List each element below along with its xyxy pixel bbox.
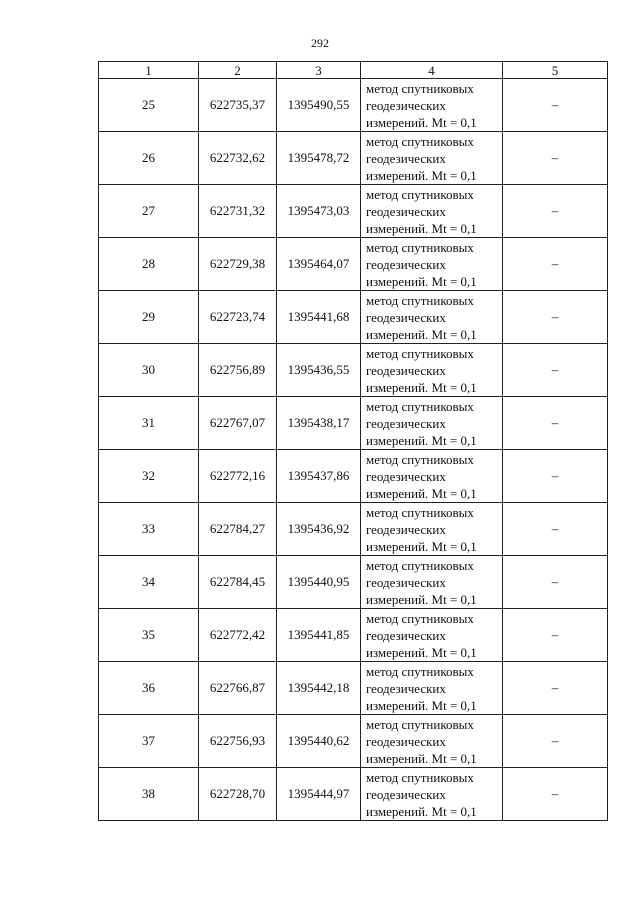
method-cell xyxy=(361,450,503,503)
method-cell xyxy=(361,662,503,715)
column-5-cell: – xyxy=(503,662,608,715)
method-line: измерений. Mt = 0,1 xyxy=(366,432,477,448)
column-5-cell: – xyxy=(503,450,608,503)
y-coordinate-cell: 1395444,97 xyxy=(277,768,361,821)
method-line: геодезических xyxy=(366,786,446,802)
column-5-cell: – xyxy=(503,79,608,132)
x-coordinate-cell: 622784,27 xyxy=(199,503,277,556)
column-5-cell: – xyxy=(503,185,608,238)
method-line: метод спутниковых xyxy=(366,80,474,96)
method-line: геодезических xyxy=(366,574,446,590)
table-row xyxy=(99,768,608,821)
method-line: измерений. Mt = 0,1 xyxy=(366,273,477,289)
x-coordinate-cell: 622729,38 xyxy=(199,238,277,291)
method-line: измерений. Mt = 0,1 xyxy=(366,538,477,554)
method-line: метод спутниковых xyxy=(366,398,474,414)
column-5-cell: – xyxy=(503,609,608,662)
column-5-cell: – xyxy=(503,715,608,768)
x-coordinate-cell: 622772,42 xyxy=(199,609,277,662)
y-coordinate-cell: 1395436,55 xyxy=(277,344,361,397)
x-coordinate-cell: 622766,87 xyxy=(199,662,277,715)
y-coordinate-cell: 1395473,03 xyxy=(277,185,361,238)
method-cell xyxy=(361,609,503,662)
table-row xyxy=(99,503,608,556)
column-5-cell: – xyxy=(503,397,608,450)
method-cell xyxy=(361,503,503,556)
method-line: метод спутниковых xyxy=(366,186,474,202)
header-col-5: 5 xyxy=(503,62,608,79)
point-number-cell: 37 xyxy=(99,715,199,768)
method-line: метод спутниковых xyxy=(366,239,474,255)
point-number-cell: 35 xyxy=(99,609,199,662)
method-line: геодезических xyxy=(366,415,446,431)
y-coordinate-cell: 1395440,62 xyxy=(277,715,361,768)
table-row xyxy=(99,715,608,768)
method-cell xyxy=(361,291,503,344)
y-coordinate-cell: 1395478,72 xyxy=(277,132,361,185)
x-coordinate-cell: 622735,37 xyxy=(199,79,277,132)
method-cell xyxy=(361,768,503,821)
method-line: метод спутниковых xyxy=(366,345,474,361)
column-5-cell: – xyxy=(503,768,608,821)
method-line: метод спутниковых xyxy=(366,133,474,149)
header-row xyxy=(99,62,608,79)
point-number-cell: 36 xyxy=(99,662,199,715)
table-row xyxy=(99,344,608,397)
method-line: геодезических xyxy=(366,627,446,643)
table-row xyxy=(99,185,608,238)
table-row xyxy=(99,556,608,609)
y-coordinate-cell: 1395440,95 xyxy=(277,556,361,609)
method-line: геодезических xyxy=(366,203,446,219)
column-5-cell: – xyxy=(503,291,608,344)
method-cell xyxy=(361,397,503,450)
point-number-cell: 34 xyxy=(99,556,199,609)
method-line: измерений. Mt = 0,1 xyxy=(366,803,477,819)
method-line: метод спутниковых xyxy=(366,292,474,308)
x-coordinate-cell: 622772,16 xyxy=(199,450,277,503)
table-row xyxy=(99,132,608,185)
column-5-cell: – xyxy=(503,238,608,291)
method-line: геодезических xyxy=(366,468,446,484)
method-cell xyxy=(361,132,503,185)
header-col-2: 2 xyxy=(199,62,277,79)
table-row xyxy=(99,238,608,291)
point-number-cell: 38 xyxy=(99,768,199,821)
method-line: измерений. Mt = 0,1 xyxy=(366,220,477,236)
table-header xyxy=(99,62,608,79)
x-coordinate-cell: 622728,70 xyxy=(199,768,277,821)
method-line: геодезических xyxy=(366,733,446,749)
column-5-cell: – xyxy=(503,556,608,609)
point-number-cell: 25 xyxy=(99,79,199,132)
table-row xyxy=(99,397,608,450)
method-cell xyxy=(361,79,503,132)
x-coordinate-cell: 622784,45 xyxy=(199,556,277,609)
method-line: геодезических xyxy=(366,362,446,378)
method-line: метод спутниковых xyxy=(366,716,474,732)
point-number-cell: 31 xyxy=(99,397,199,450)
method-line: измерений. Mt = 0,1 xyxy=(366,114,477,130)
point-number-cell: 27 xyxy=(99,185,199,238)
x-coordinate-cell: 622756,93 xyxy=(199,715,277,768)
table-row xyxy=(99,450,608,503)
y-coordinate-cell: 1395441,85 xyxy=(277,609,361,662)
method-cell xyxy=(361,344,503,397)
method-line: измерений. Mt = 0,1 xyxy=(366,591,477,607)
method-line: измерений. Mt = 0,1 xyxy=(366,697,477,713)
x-coordinate-cell: 622731,32 xyxy=(199,185,277,238)
page-number: 292 xyxy=(311,36,329,50)
column-5-cell: – xyxy=(503,344,608,397)
x-coordinate-cell: 622756,89 xyxy=(199,344,277,397)
y-coordinate-cell: 1395490,55 xyxy=(277,79,361,132)
x-coordinate-cell: 622723,74 xyxy=(199,291,277,344)
method-line: метод спутниковых xyxy=(366,557,474,573)
method-line: измерений. Mt = 0,1 xyxy=(366,750,477,766)
y-coordinate-cell: 1395438,17 xyxy=(277,397,361,450)
table-row xyxy=(99,291,608,344)
y-coordinate-cell: 1395441,68 xyxy=(277,291,361,344)
column-5-cell: – xyxy=(503,503,608,556)
point-number-cell: 26 xyxy=(99,132,199,185)
method-line: геодезических xyxy=(366,256,446,272)
method-line: геодезических xyxy=(366,680,446,696)
point-number-cell: 28 xyxy=(99,238,199,291)
method-line: измерений. Mt = 0,1 xyxy=(366,326,477,342)
method-line: геодезических xyxy=(366,150,446,166)
coordinates-table xyxy=(98,61,608,821)
method-line: геодезических xyxy=(366,309,446,325)
method-line: метод спутниковых xyxy=(366,610,474,626)
point-number-cell: 33 xyxy=(99,503,199,556)
column-5-cell: – xyxy=(503,132,608,185)
point-number-cell: 29 xyxy=(99,291,199,344)
y-coordinate-cell: 1395442,18 xyxy=(277,662,361,715)
table-row xyxy=(99,79,608,132)
method-cell xyxy=(361,185,503,238)
method-line: метод спутниковых xyxy=(366,769,474,785)
method-cell xyxy=(361,556,503,609)
table-row xyxy=(99,662,608,715)
method-line: метод спутниковых xyxy=(366,451,474,467)
header-col-3: 3 xyxy=(277,62,361,79)
header-col-4: 4 xyxy=(361,62,503,79)
point-number-cell: 32 xyxy=(99,450,199,503)
header-col-1: 1 xyxy=(99,62,199,79)
x-coordinate-cell: 622767,07 xyxy=(199,397,277,450)
method-line: геодезических xyxy=(366,97,446,113)
method-cell xyxy=(361,238,503,291)
y-coordinate-cell: 1395464,07 xyxy=(277,238,361,291)
point-number-cell: 30 xyxy=(99,344,199,397)
method-line: измерений. Mt = 0,1 xyxy=(366,485,477,501)
method-cell xyxy=(361,715,503,768)
method-line: измерений. Mt = 0,1 xyxy=(366,379,477,395)
method-line: измерений. Mt = 0,1 xyxy=(366,167,477,183)
y-coordinate-cell: 1395436,92 xyxy=(277,503,361,556)
method-line: метод спутниковых xyxy=(366,663,474,679)
method-line: измерений. Mt = 0,1 xyxy=(366,644,477,660)
x-coordinate-cell: 622732,62 xyxy=(199,132,277,185)
method-line: геодезических xyxy=(366,521,446,537)
y-coordinate-cell: 1395437,86 xyxy=(277,450,361,503)
method-line: метод спутниковых xyxy=(366,504,474,520)
table-row xyxy=(99,609,608,662)
table-body xyxy=(99,79,608,821)
